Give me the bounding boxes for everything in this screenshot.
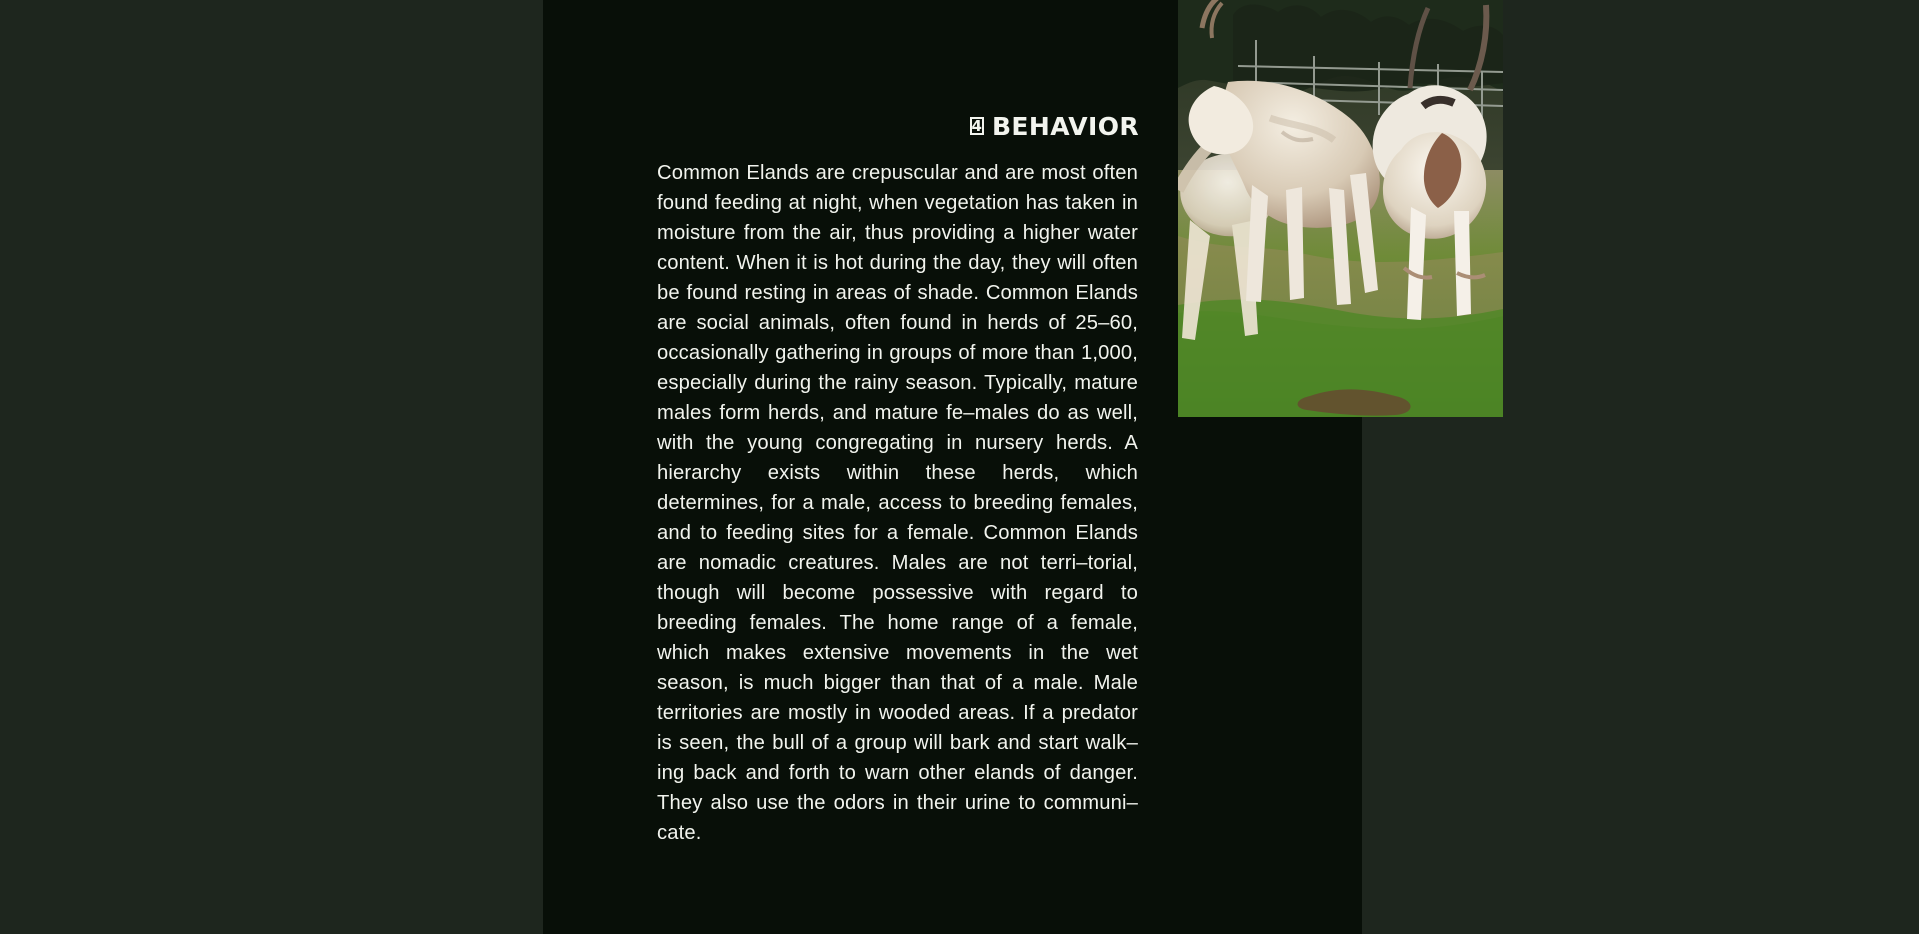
behavior-paragraph: Common Elands are crepuscular and are most often found feeding at night, when vegetation has taken in moisture from the air, thus providing a higher water content. When it is hot during the day, they will often be found resting in areas of shade. Common Elands are social animals, often found in herds of 25–60, occasionally gathering in groups of more than 1,000, especially during the rainy season. Typically, mature males form herds, and mature fe–males do as well, with the young congregating in nursery herds. A hierarchy exists within these herds, which determines, for a male, access to breeding females, and to feeding sites for a female. Common Elands are nomadic creatures. Males are not terri–torial, though will become possessive with regard to breeding females. The home range of a female, which makes extensive movements in the wet season, is much bigger than that of a male. Male territories are mostly in wooded areas. If a predator is seen, the bull of a group will bark and start walk–ing back and forth to warn other elands of danger. They also use the odors in their urine to communi–cate. (657, 162, 1138, 844)
section-number-badge: 4 (971, 116, 982, 135)
section-heading (971, 110, 1139, 142)
antelope-photo (1178, 0, 1503, 417)
section-title: BEHAVIOR (991, 111, 1139, 141)
